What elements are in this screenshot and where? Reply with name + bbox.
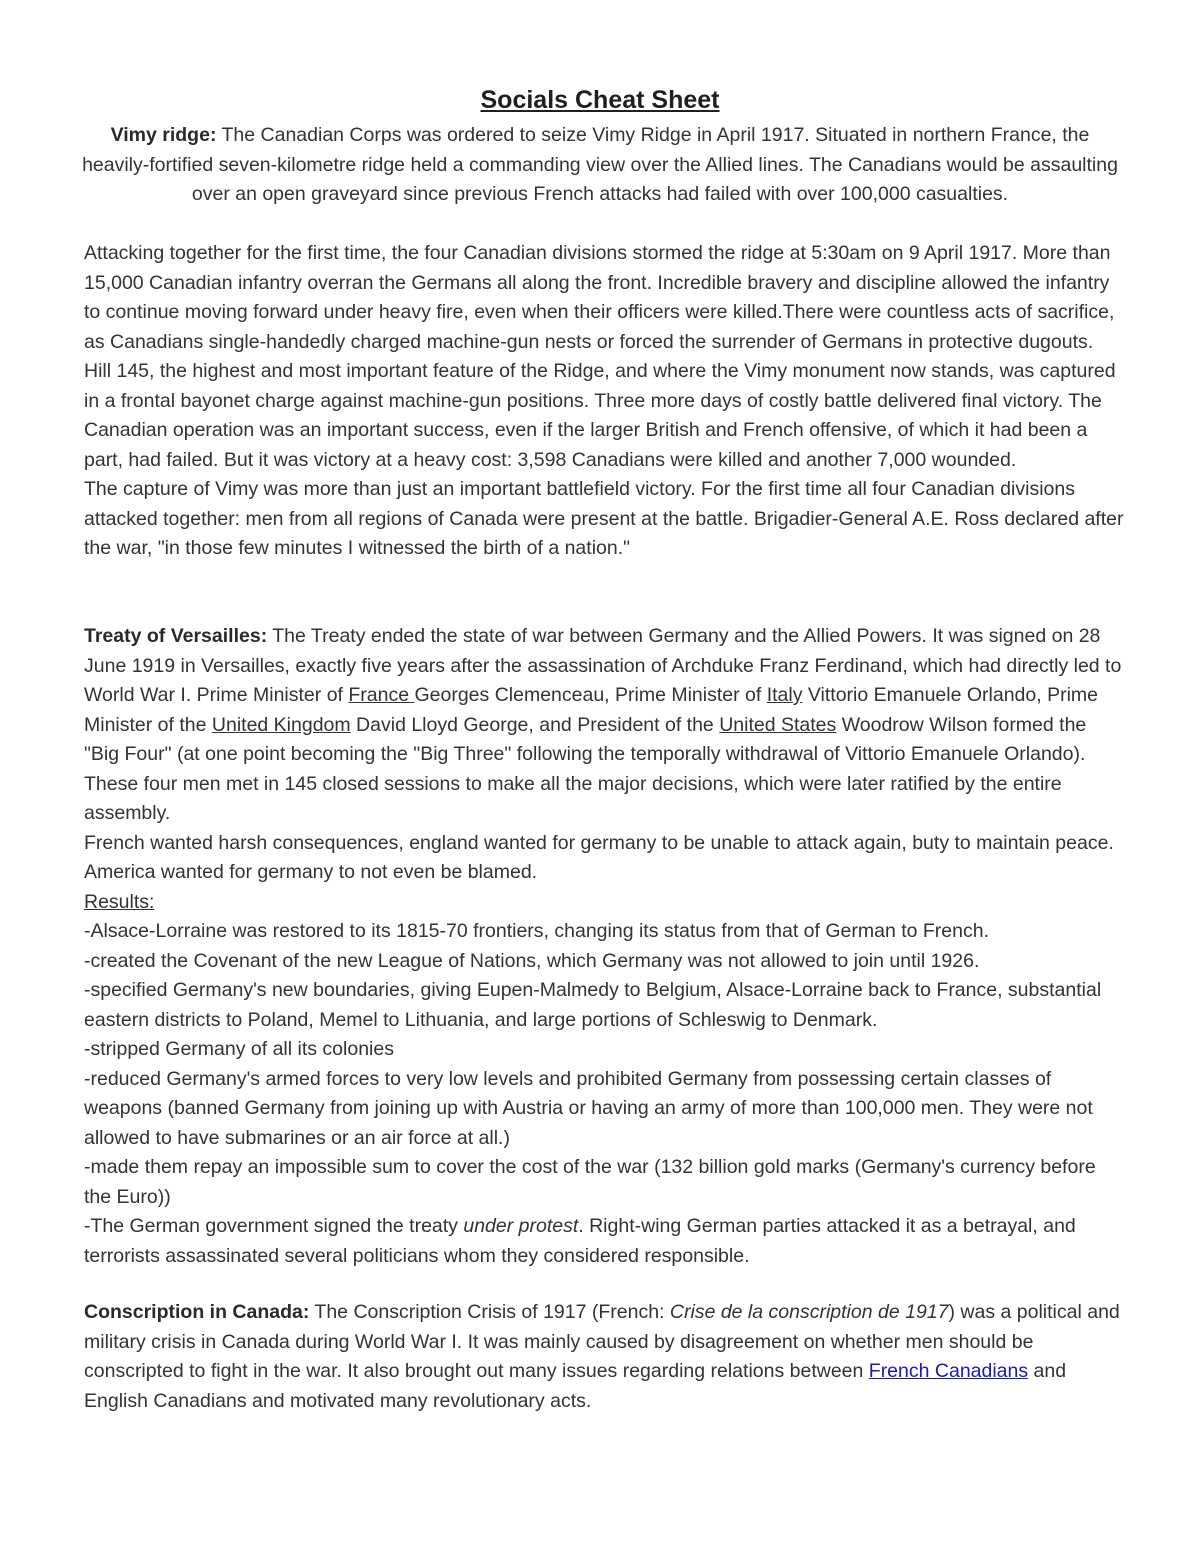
result-text: -The German government signed the treaty [84,1215,464,1237]
vimy-body [84,239,1124,564]
conscription-text: The Conscription Crisis of 1917 (French: [309,1301,670,1323]
versailles-heading: Treaty of Versailles: [84,625,268,647]
france-link[interactable]: France [348,684,415,706]
results-label-text: Results: [84,890,155,913]
page-title: Socials Cheat Sheet [480,86,720,114]
vimy-paragraph-2: Attacking together for the first time, the four Canadian divisions stormed the ridge at 5:30am on 9 April 1917. More than 15,000 Canadian infantry overran the Germans all along the front. Incredible bravery and discipline allowed the infantry to continue moving forward under heavy fire, even when their officers were killed.There were countless acts of sacrifice, as Canadians single-handedly charged machine-gun nests or forced the surrender of Germans in protective dugouts. Hill 145, the highest and most important feature of the Ridge, and where the Vimy monument now stands, was captured in a frontal bayonet charge against machine-gun positions. Three more days of costly battle delivered final victory. The Canadian operation was an important success, even if the larger British and French offensive, of which it had been a part, had failed. But it was victory at a heavy cost: 3,598 Canadians were killed and another 7,000 wounded. [84,242,1116,471]
result-item-last [84,1212,1124,1271]
versailles-text: Georges Clemenceau, Prime Minister of [414,684,767,706]
conscription-heading: Conscription in Canada: [84,1301,310,1323]
vimy-heading: Vimy ridge: [110,124,217,146]
result-item: -stripped Germany of all its colonies [84,1038,394,1060]
versailles-text: Vittorio Emanuele Orlando, Prime Minister of the [84,684,1098,736]
conscription-text: and English Canadians and motivated many revolutionary acts. [84,1360,1067,1412]
versailles-text: Woodrow Wilson formed the "Big Four" (at one point becoming the "Big Three" following the temporally withdrawal of Vittorio Emanuele Orlando). These four men met in 145 closed sessions to make all the major decisions, which were later ratified by the entire assembly. [84,713,1087,824]
result-item: -reduced Germany's armed forces to very low levels and prohibited Germany from possessing certain classes of weapons (banned Germany from joining up with Austria or having an army of more than 100,000 men. They were not allowed to have submarines or an air force at all.) [84,1067,1093,1149]
versailles-text: David Lloyd George, and President of the [350,713,720,736]
result-text: . Right-wing German parties attacked it as a betrayal, and terrorists assassinated several politicians whom they considered responsible. [84,1215,1076,1267]
conscription-emphasis: Crise de la conscription de 1917 [669,1301,949,1323]
italy-link[interactable]: Italy [766,684,803,706]
conscription-paragraph [84,1298,1124,1416]
united-states-link[interactable]: United States [719,713,837,736]
french-canadians-link[interactable]: French Canadians [868,1360,1029,1382]
vimy-intro [82,121,1118,210]
result-emphasis: under protest [463,1215,579,1237]
conscription-section [84,1298,1124,1416]
versailles-text: The Treaty ended the state of war between Germany and the Allied Powers. It was signed on 28 June 1919 in Versailles, exactly five years after the assassination of Archduke Franz Ferdinand, which had directly led to World War I. Prime Minister of [84,625,1122,706]
result-item: -created the Covenant of the new League of Nations, which Germany was not allowed to join until 1926. [84,949,980,972]
versailles-paragraph-1 [84,622,1124,829]
conscription-text: ) was a political and military crisis in Canada during World War I. It was mainly caused by disagreement on whether men should be conscripted to fight in the war. It also brought out many issues regarding relations between [84,1301,1120,1382]
versailles-section [84,622,1124,1271]
result-item: -specified Germany's new boundaries, giving Eupen-Malmedy to Belgium, Alsace-Lorraine back to France, substantial eastern districts to Poland, Memel to Lithuania, and large portions of Schleswig to Denmark. [84,979,1102,1031]
vimy-paragraph-3: The capture of Vimy was more than just an important battlefield victory. For the first time all four Canadian divisions attacked together: men from all regions of Canada were present at the battle. Brigadier-General A.E. Ross declared after the war, "in those few minutes I witnessed the birth of a nation." [84,478,1124,559]
result-item: -Alsace-Lorraine was restored to its 1815-70 frontiers, changing its status from that of German to French. [84,920,989,942]
result-item: -made them repay an impossible sum to cover the cost of the war (132 billion gold marks (Germany's currency before the Euro)) [84,1156,1096,1208]
united-kingdom-link[interactable]: United Kingdom [211,713,351,736]
versailles-paragraph-2: French wanted harsh consequences, england wanted for germany to be unable to attack again, buty to maintain peace. America wanted for germany to not even be blamed. [84,831,1114,883]
results-label [84,888,1124,918]
vimy-intro-text: The Canadian Corps was ordered to seize Vimy Ridge in April 1917. Situated in northern France, the heavily-fortified seven-kilometre ridge held a commanding view over the Allied lines. The Canadians would be assaulting over an open graveyard since previous French attacks had failed with over 100,000 casualties. [82,124,1118,205]
